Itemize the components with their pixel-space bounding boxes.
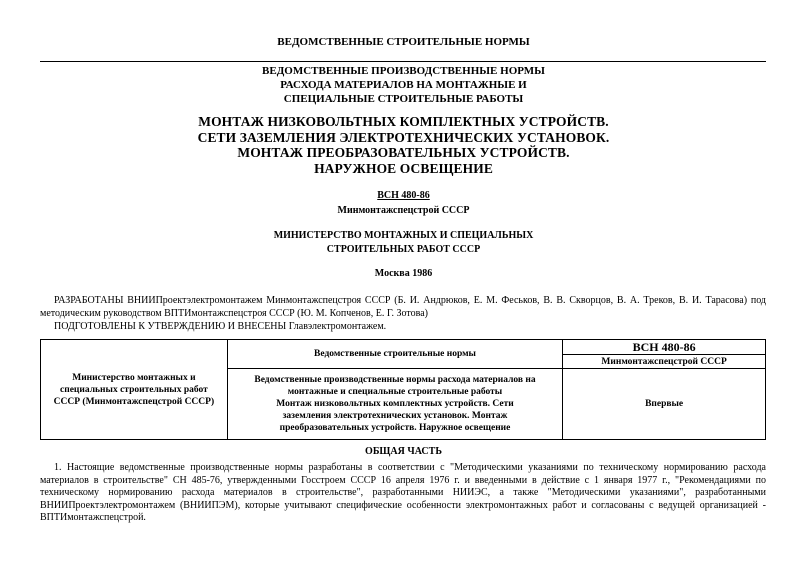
- ministry-cell-line: СССР (Минмонтажспецстрой СССР): [53, 396, 215, 407]
- table-code-cell: ВСН 480-86: [563, 340, 766, 355]
- subtitle-line: РАСХОДА МАТЕРИАЛОВ НА МОНТАЖНЫЕ И: [280, 79, 527, 91]
- document-code: ВСН 480-86: [377, 190, 430, 201]
- description-line: Ведомственные производственные нормы расхода материалов на: [254, 375, 536, 385]
- city-year: Москва 1986: [374, 268, 433, 279]
- description-line: Монтаж низковольтных комплектных устройств. Сети: [276, 399, 514, 409]
- ministry-cell-line: Министерство монтажных и: [72, 372, 196, 383]
- header-divider: [40, 61, 766, 62]
- subtitle-line: СПЕЦИАЛЬНЫЕ СТРОИТЕЛЬНЫЕ РАБОТЫ: [283, 93, 524, 105]
- section-heading: ОБЩАЯ ЧАСТЬ: [365, 446, 442, 457]
- description-line: заземления электротехнических установок. Монтаж: [282, 411, 508, 421]
- main-title-line: СЕТИ ЗАЗЕМЛЕНИЯ ЭЛЕКТРОТЕХНИЧЕСКИХ УСТАНОВОК.: [197, 129, 610, 145]
- issuing-ministry-cell: [41, 340, 228, 440]
- ministry-line: МИНИСТЕРСТВО МОНТАЖНЫХ И СПЕЦИАЛЬНЫХ: [273, 230, 534, 241]
- table-org-cell: Минмонтажспецстрой СССР: [563, 355, 766, 369]
- norms-type-cell: Ведомственные строительные нормы: [227, 340, 562, 369]
- norms-description-cell: [227, 369, 562, 440]
- document-subtitle: [0, 64, 807, 106]
- developed-by-paragraph: РАЗРАБОТАНЫ ВНИИПроектэлектромонтажем Минмонтажспецстроя СССР (Б. И. Андрюков, Е. М. Феськов, В. В. Скворцов, В. А. Треков, В. И. Тарасова) под методическим руководством ВПТИмонтажспецстроя СССР (Ю. М. Копченов, Е. Г. Зотова): [40, 295, 766, 319]
- description-line: преобразовательных устройств. Наружное освещение: [279, 423, 511, 433]
- document-info-table: [40, 339, 766, 440]
- main-title-line: МОНТАЖ ПРЕОБРАЗОВАТЕЛЬНЫХ УСТРОЙСТВ.: [237, 145, 570, 160]
- document-org: Минмонтажспецстрой СССР: [337, 205, 470, 216]
- document-top-title: ВЕДОМСТВЕННЫЕ СТРОИТЕЛЬНЫЕ НОРМЫ: [277, 36, 530, 48]
- prepared-by-paragraph: ПОДГОТОВЛЕНЫ К УТВЕРЖДЕНИЮ И ВНЕСЕНЫ Главэлектромонтажем.: [54, 321, 387, 332]
- ministry-line: СТРОИТЕЛЬНЫХ РАБОТ СССР: [326, 244, 481, 255]
- description-line: монтажные и специальные строительные работы: [287, 387, 503, 397]
- replaces-cell: Впервые: [563, 369, 766, 440]
- general-paragraph-1: 1. Настоящие ведомственные производственные нормы разработаны в соответствии с "Методическими указаниями по техническому нормированию расхода материалов в строительстве" СН 485-76, утвержденными Госстроем СССР 16 апреля 1976 г. и введенными в действие с 1 января 1977 г., "Рекомендациями по техническому нормированию расхода материалов в строительстве", разработанными НИИЭС, а также "Методическими указаниями", разработанными ВНИИПроектэлектромонтажем (ВНИИПЭМ), которые учитывают специфические особенности электромонтажных работ и согласованы с ведущей организацией - ВПТИмонтажспецстрой.: [40, 462, 766, 523]
- document-main-title: [0, 114, 807, 176]
- main-title-line: НАРУЖНОЕ ОСВЕЩЕНИЕ: [314, 160, 493, 176]
- main-title-line: МОНТАЖ НИЗКОВОЛЬТНЫХ КОМПЛЕКТНЫХ УСТРОЙСТВ.: [198, 114, 609, 129]
- subtitle-line: ВЕДОМСТВЕННЫЕ ПРОИЗВОДСТВЕННЫЕ НОРМЫ: [262, 65, 545, 77]
- ministry-name: [0, 229, 807, 257]
- ministry-cell-line: специальных строительных работ: [60, 384, 208, 395]
